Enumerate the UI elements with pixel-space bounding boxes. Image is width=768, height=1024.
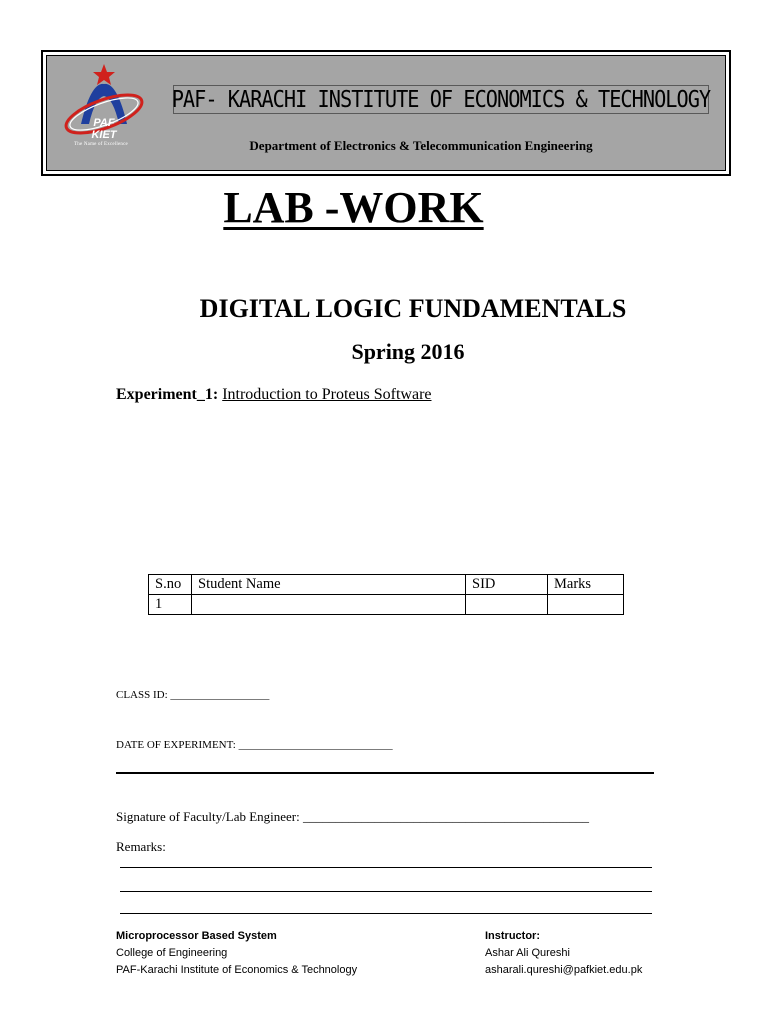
course-title: DIGITAL LOGIC FUNDAMENTALS — [199, 294, 627, 323]
cell-marks[interactable] — [548, 595, 624, 615]
cell-student-name[interactable] — [192, 595, 466, 615]
footer-institute: PAF-Karachi Institute of Economics & Technology — [116, 964, 358, 976]
header-banner-inner — [46, 55, 726, 171]
header-banner — [41, 50, 731, 176]
table-header-row — [149, 575, 624, 595]
table-row — [149, 595, 624, 615]
remarks-line-3[interactable] — [120, 913, 652, 914]
institute-name: PAF- KARACHI INSTITUTE OF ECONOMICS & TECHNOLOGY — [171, 86, 711, 113]
term: Spring 2016 — [351, 339, 465, 364]
class-id-field[interactable]: CLASS ID: __________________ — [116, 689, 270, 701]
instructor-email[interactable]: asharali.qureshi@pafkiet.edu.pk — [485, 964, 643, 976]
remarks-line-1[interactable] — [120, 867, 652, 868]
column-header-sid: SID — [466, 575, 548, 595]
document-title — [0, 182, 707, 234]
svg-text:KIET: KIET — [91, 129, 117, 141]
footer-course: Microprocessor Based System — [116, 930, 277, 942]
svg-text:PAF: PAF — [93, 117, 115, 129]
experiment-line — [116, 386, 432, 404]
remarks-label: Remarks: — [116, 839, 166, 854]
column-header-marks: Marks — [548, 575, 624, 595]
column-header-student-name: Student Name — [192, 575, 466, 595]
experiment-title: Introduction to Proteus Software — [222, 386, 432, 403]
section-divider — [116, 772, 654, 774]
cell-sid[interactable] — [466, 595, 548, 615]
instructor-name: Ashar Ali Qureshi — [485, 947, 570, 959]
signature-field[interactable]: Signature of Faculty/Lab Engineer: ____________________________________________ — [116, 809, 590, 824]
date-of-experiment-field[interactable]: DATE OF EXPERIMENT: ____________________________ — [116, 739, 393, 751]
remarks-line-2[interactable] — [120, 891, 652, 892]
instructor-label: Instructor: — [485, 930, 540, 942]
student-table — [148, 574, 624, 615]
department-name: Department of Electronics & Telecommunication Engineering — [249, 138, 593, 153]
logo-tagline: The Name of Excellence — [74, 142, 128, 147]
column-header-sno: S.no — [149, 575, 192, 595]
footer-left — [116, 928, 357, 979]
footer-right — [485, 928, 642, 979]
footer-college: College of Engineering — [116, 947, 228, 959]
cell-sno: 1 — [149, 595, 192, 615]
experiment-label: Experiment_1: — [116, 386, 219, 403]
document-title-text: LAB -WORK — [223, 183, 484, 232]
institute-name-box — [173, 85, 709, 114]
